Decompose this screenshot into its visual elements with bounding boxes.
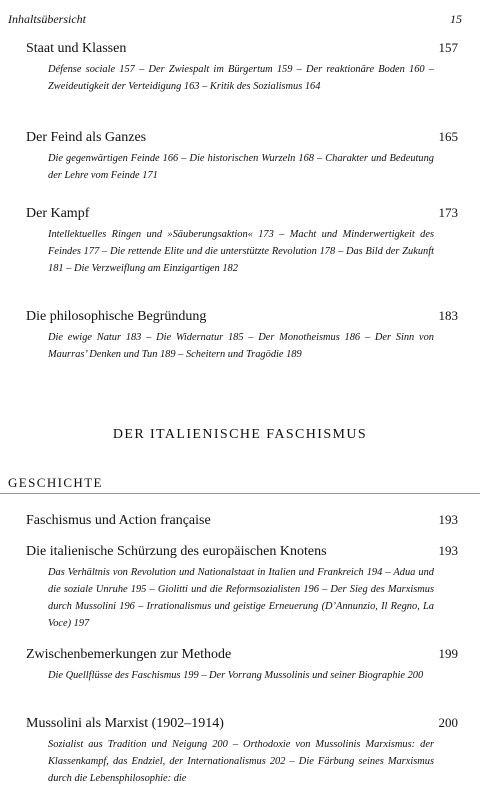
- entry-title: Faschismus und Action française: [26, 513, 211, 528]
- entry-page: 183: [438, 308, 458, 323]
- entry-title: Die italienische Schürzung des europäischen Knotens: [26, 544, 327, 559]
- toc-entry-action-francaise: [26, 512, 458, 529]
- entry-detail: Défense sociale 157 – Der Zwiespalt im Bürgertum 159 – Der reaktionäre Boden 160 – Zweideutigkeit der Verteidigung 163 – Kritik des Sozialismus 164: [48, 64, 434, 92]
- running-header: [8, 12, 462, 27]
- entry-detail: Die ewige Natur 183 – Die Widernatur 185 – Der Monotheismus 186 – Der Sinn von Maurras’ Denken und Tun 189 – Scheitern und Tragödie 189: [48, 332, 434, 360]
- toc-entry-philosophie: [26, 308, 458, 363]
- entry-title: Mussolini als Marxist (1902–1914): [26, 716, 224, 731]
- entry-page: 173: [438, 205, 458, 220]
- header-title: Inhaltsübersicht: [8, 12, 86, 26]
- part-heading: DER ITALIENISCHE FASCHISMUS: [112, 427, 368, 442]
- toc-entry-mussolini: [26, 715, 458, 787]
- toc-entry-methode: [26, 646, 458, 684]
- entry-page: 193: [438, 543, 458, 558]
- entry-page: 200: [438, 715, 458, 730]
- entry-detail: Das Verhältnis von Revolution und Nationalstaat in Italien und Frankreich 194 – Adua und die soziale Unruhe 195 – Giolitti und die Reformsozialisten 196 – Der Sieg des Marxismus durch Mussolini 196 – Irrationalismus und geistige Erneuerung (D’Annunzio, Il Regno, La Voce) 197: [48, 567, 434, 629]
- toc-entry-staat: [26, 40, 458, 95]
- entry-detail: Die Quellflüsse des Faschismus 199 – Der Vorrang Mussolinis und seiner Biographie 200: [48, 670, 424, 681]
- toc-entry-schuerzung: [26, 543, 458, 632]
- toc-entry-feind: [26, 129, 458, 184]
- entry-title: Der Kampf: [26, 206, 90, 221]
- entry-page: 165: [438, 129, 458, 144]
- entry-detail: Intellektuelles Ringen und »Säuberungsaktion« 173 – Macht und Minderwertigkeit des Feindes 177 – Die rettende Elite und die unterstützte Revolution 178 – Das Bild der Zukunft 181 – Die Verzweiflung am Einzigartigen 182: [48, 229, 434, 274]
- entry-title: Zwischenbemerkungen zur Methode: [26, 647, 232, 662]
- entry-title: Staat und Klassen: [26, 41, 127, 56]
- entry-title: Die philosophische Begründung: [26, 309, 207, 324]
- entry-page: 193: [438, 512, 458, 527]
- entry-title: Der Feind als Ganzes: [26, 130, 147, 145]
- entry-page: 199: [438, 646, 458, 661]
- entry-detail: Die gegenwärtigen Feinde 166 – Die historischen Wurzeln 168 – Charakter und Bedeutung der Lehre vom Feinde 171: [48, 153, 434, 181]
- divider-line: [0, 493, 480, 494]
- entry-page: 157: [438, 40, 458, 55]
- entry-detail: Sozialist aus Tradition und Neigung 200 – Orthodoxie von Mussolinis Marxismus: der Klassenkampf, das Endziel, der Internationalismus 202 – Die Färbung seines Marxismus durch die Lebensphilosophie: die: [48, 739, 434, 784]
- toc-entry-kampf: [26, 205, 458, 277]
- chapter-heading: GESCHICHTE: [8, 475, 103, 490]
- header-page-number: 15: [450, 12, 462, 26]
